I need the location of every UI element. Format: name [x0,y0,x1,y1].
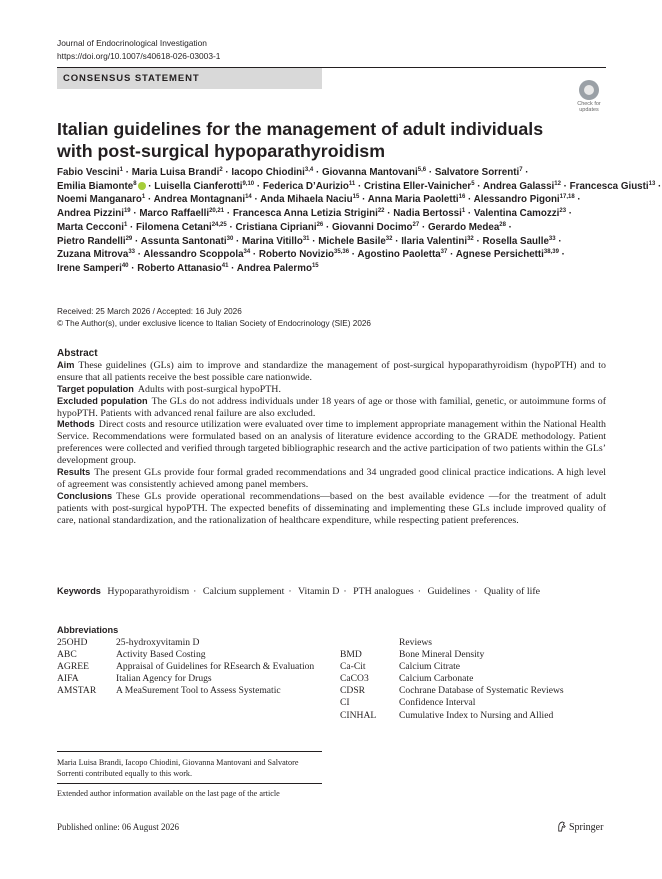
author-name: Marco Raffaelli [139,208,210,220]
keywords-label: Keywords [57,586,101,596]
author-name: Federica D’Aurizio [262,180,349,192]
author-affiliation: 5,6 [417,167,427,173]
author-affiliation: 13 [648,180,656,187]
author-name: Cristina Eller-Vainicher [363,180,472,192]
section-text: Direct costs and resource utilization were evaluated over time to implement appropriate management within the National Health Service. Recommendations were formulated based on an analysis of literature evidence according to the GRADE methodology. Patient preferences were collected and verified through targeted bibliographic research and the active participation of two patients within the GLs’ development group. [57,419,606,467]
abbreviation-expansion: Bone Mineral Density [399,649,485,661]
author[interactable] [474,194,575,205]
author-affiliation: 26 [316,221,324,228]
author[interactable] [482,236,555,247]
extended-info-note: Extended author information available on the last page of the article [57,789,280,798]
keyword-separator: · [288,586,292,597]
author-name: Marta Cecconi [57,221,124,233]
section-label: Results [57,467,91,478]
abbreviation-row [57,685,316,697]
section-text: These guidelines (GLs) aim to improve and standardize the management of post-surgical hypoparathyroidism (hypoPTH) and to ensure that all patients receive the best possible care nationwide. [57,359,606,383]
keyword: PTH analogues [353,586,414,597]
abbreviation: AGREE [57,661,89,673]
abstract-aim [57,360,606,384]
abbreviation: 25OHD [57,637,88,648]
author-name: Gerardo Medea [427,221,500,233]
keyword: Quality of life [484,586,540,597]
abbreviation [340,637,399,649]
author[interactable] [474,208,566,219]
keyword-separator: · [343,586,347,597]
author-affiliation: 41 [221,262,229,269]
author[interactable] [233,208,385,219]
author[interactable] [57,167,123,178]
abbreviation-row [340,673,609,685]
journal-name: Journal of Endocrinological Investigation [57,38,207,48]
author-affiliation: 1 [461,208,466,215]
author[interactable] [322,167,426,178]
author[interactable] [154,194,252,205]
abbreviation: CDSR [340,685,366,697]
author-affiliation: 14 [245,194,252,201]
author-affiliation: 1 [119,167,123,173]
author[interactable] [57,263,129,274]
article-dates [57,306,371,330]
author-name: Andrea Galassi [482,180,555,192]
springer-horse-icon [556,821,567,832]
author[interactable] [357,249,447,260]
abbreviation-row [57,661,316,673]
author-affiliation: 30 [226,235,234,242]
author-affiliation: 11 [348,180,356,187]
author-line: Zuzana Mitrova$^{33}$ · Alessandro Scoppola$^{34}$ · Roberto Novizio$^{35,36}$ · Agostino Paoletta$^{37}$ · Agnese Persichetti$^{38,39}$ · [57,249,565,261]
author-affiliation: 37 [440,249,448,256]
abbreviation-expansion: Calcium Citrate [399,661,461,673]
abbreviations-right-column [340,637,609,722]
author-name: Maria Luisa Brandi [131,167,220,178]
author-name: Roberto Attanasio [137,262,222,274]
author-name: Giovanni Docimo [331,221,413,233]
abbreviation-continuation: Reviews [399,637,433,648]
doi-link[interactable]: https://doi.org/10.1007/s40618-026-03003-1 [57,50,221,61]
abbreviation-expansion: Cumulative Index to Nursing and Allied [399,709,554,721]
author-name: Alessandro Scoppola [143,249,244,261]
author[interactable] [57,236,132,247]
abstract-heading: Abstract [57,348,98,359]
keywords [57,585,606,598]
abbreviation: AIFA [57,673,79,685]
author-line: Irene Samperi$^{40}$ · Roberto Attanasio$^{41}$ · Andrea Palermo$^{15}$ [57,262,319,274]
keyword-separator: · [193,586,197,597]
abbreviation: CaCO3 [340,673,369,685]
author-affiliation: 38,39 [543,249,559,256]
publisher-logo [556,821,603,833]
abbreviation-row [57,649,316,661]
author-name: Anda Mihaela Naciu [260,194,353,206]
abstract-excluded-population [57,396,606,420]
author-line: Pietro Randelli$^{29}$ · Assunta Santonati$^{30}$ · Marina Vitillo$^{31}$ · Michele Basile$^{32}$ · Ilaria Valentini$^{32}$ · Rosella Saulle$^{33}$ · [57,235,562,247]
abbreviation-row [340,649,609,661]
article-type: CONSENSUS STATEMENT [63,73,200,84]
equal-contribution-note: Maria Luisa Brandi, Iacopo Chiodini, Giovanna Mantovani and Salvatore Sorrenti contributed equally to this work. [57,758,299,778]
author[interactable] [428,222,506,233]
author-affiliation: 33 [128,249,135,256]
author[interactable] [154,181,254,192]
received-accepted: Received: 25 March 2026 / Accepted: 16 July 2026 [57,307,242,316]
author-affiliation: 22 [377,208,385,215]
publisher-name: Springer [569,822,604,833]
author-line: Fabio Vescini$^1$ · Maria Luisa Brandi$^2$ · Iacopo Chiodini$^{3,4}$ · Giovanna Mantovani$^{5,6}$ · Salvatore Sorrenti$^7$ · [57,167,529,178]
keyword-separator: · [417,586,422,597]
abbreviations-heading: Abbreviations [57,625,119,635]
author[interactable] [235,222,323,233]
check-updates-icon [579,80,599,100]
keyword: Guidelines [427,586,471,597]
author[interactable] [483,181,561,192]
author-name: Alessandro Pigoni [473,194,560,206]
author-affiliation: 31 [302,235,310,242]
section-label: Target population [57,383,134,394]
author[interactable] [368,194,466,205]
author[interactable] [57,181,146,192]
author-affiliation: 23 [559,208,567,215]
abbreviation-expansion: Calcium Carbonate [399,673,474,685]
author-name: Francesca Giusti [569,180,649,192]
author-name: Luisella Cianferotti [154,180,243,192]
abstract-conclusions [57,491,606,527]
author-name: Ilaria Valentini [401,235,468,247]
author-affiliation: 5 [471,180,475,187]
author[interactable] [231,167,313,178]
author[interactable] [57,222,127,233]
author[interactable] [332,222,419,233]
author-name: Giovanna Mantovani [321,167,418,178]
author-line: Andrea Pizzini$^{19}$ · Marco Raffaelli$^{20,21}$ · Francesca Anna Letizia Strigini$^{22}$ · Nadia Bertossi$^1$ · Valentina Camozzi$^{23}$ · [57,208,573,220]
footnote-rule [57,751,322,752]
author[interactable] [237,263,319,274]
author-name: Fabio Vescini [57,167,120,178]
author[interactable] [141,236,234,247]
abbreviation: BMD [340,649,362,661]
abbreviation-expansion: 25-hydroxyvitamin D [116,637,200,648]
author-name: Pietro Randelli [57,235,126,247]
author-affiliation: 29 [125,235,133,242]
abstract-methods [57,419,606,467]
author-affiliation: 40 [121,262,129,269]
section-text: These GLs provide operational recommendations—based on the best available evidence —for the treatment of adult patients with post-surgical hypoPTH. The expected benefits of disseminating and implementing these GLs include improved quality of care, national standardization, and the rationalization of healthcare expenditure, while respecting patient preferences. [57,490,606,526]
abbreviation: CI [340,697,350,709]
section-label: Conclusions [57,490,113,501]
author-line: Noemi Manganaro$^1$ · Andrea Montagnani$^{14}$ · Anda Mihaela Naciu$^{15}$ · Anna Maria Paoletti$^{16}$ · Alessandro Pigoni$^{17,18}$ · [57,194,581,206]
keyword: Hypoparathyroidism [107,586,190,597]
author-name: Anna Maria Paoletti [367,194,459,206]
abbreviation-row [57,637,316,649]
author[interactable] [318,236,392,247]
author-affiliation: 1 [123,221,128,228]
author-affiliation: 7 [519,167,523,173]
author-name: Francesca Anna Letizia Strigini [232,208,378,220]
keyword: Calcium supplement [202,586,285,597]
author-name: Salvatore Sorrenti [434,167,520,178]
author-affiliation: 33 [548,235,556,242]
abbreviations-left-column [57,637,316,697]
abstract-results [57,467,606,491]
author-affiliation: 27 [412,221,420,228]
author[interactable] [132,167,223,178]
abbreviation-expansion: Activity Based Costing [116,649,206,661]
keyword: Vitamin D [297,586,340,597]
author[interactable] [57,249,135,260]
article-title: Italian guidelines for the management of adult individuals with post-surgical hypoparathyroidism [57,119,544,161]
section-label: Excluded population [57,395,148,406]
author[interactable] [137,263,228,274]
copyright: © The Author(s), under exclusive licence to Italian Society of Endocrinology (SIE) 2026 [57,319,371,328]
author-name: Michele Basile [318,235,386,247]
author-affiliation: 17,18 [559,194,575,201]
journal-header [57,37,220,62]
check-for-updates-badge[interactable] [574,80,604,114]
author-name: Andrea Pizzini [57,208,124,220]
author-name: Assunta Santonati [140,235,227,247]
author[interactable] [259,249,349,260]
published-date: Published online: 06 August 2026 [57,822,180,832]
author-line: Marta Cecconi$^1$ · Filomena Cetani$^{24,25}$ · Cristiana Cipriani$^{26}$ · Giovanni Docimo$^{27}$ · Gerardo Medea$^{28}$ · [57,221,512,233]
author-affiliation: 16 [458,194,466,201]
author-affiliation: 8 [133,180,137,187]
abbreviation: CINHAL [340,709,377,721]
author-name: Andrea Palermo [236,262,312,274]
abbreviation-row [340,710,609,722]
keyword-separator: · [474,586,478,597]
abbreviation-row [340,661,609,673]
author[interactable] [570,181,656,192]
abstract-target-population [57,384,606,396]
author-affiliation: 1 [141,194,146,201]
author[interactable] [401,236,474,247]
author-name: Zuzana Mitrova [57,249,129,261]
abbreviation: Ca-Cit [340,661,366,673]
abbreviation-expansion: A MeaSurement Tool to Assess Systematic [116,685,281,697]
author-name: Filomena Cetani [136,221,212,233]
author-affiliation: 32 [467,235,474,242]
author-name: Agnese Persichetti [455,249,544,261]
author-affiliation: 20,21 [209,208,225,215]
abbreviation-row [340,637,609,649]
author-affiliation: 28 [499,221,506,228]
author-affiliation: 3,4 [304,167,314,173]
author-name: Rosella Saulle [482,235,549,247]
author[interactable] [435,167,523,178]
author-list [57,166,662,276]
author[interactable] [57,208,131,219]
abbreviation-expansion: Appraisal of Guidelines for REsearch & Evaluation [116,661,315,673]
author-name: Noemi Manganaro [57,194,142,206]
abbreviation-row [340,697,609,709]
author[interactable] [242,236,309,247]
author[interactable] [364,181,475,192]
author-name: Emilia Biamonte [57,180,134,192]
author-affiliation: 15 [311,262,319,269]
author-affiliation: 24,25 [211,221,227,228]
author-name: Irene Samperi [57,262,122,274]
author-name: Andrea Montagnani [153,194,246,206]
author-name: Nadia Bertossi [393,208,462,220]
author[interactable] [263,181,355,192]
author[interactable] [260,194,359,205]
abbreviation-row [340,685,609,697]
author[interactable] [456,249,559,260]
article-type-banner [57,68,322,89]
abstract [57,348,606,527]
author-affiliation: 12 [554,180,561,187]
abbreviation-expansion: Confidence Interval [399,697,476,709]
author-name: Roberto Novizio [258,249,335,261]
abbreviation: ABC [57,649,77,661]
section-label: Aim [57,359,75,370]
author-name: Marina Vitillo [242,235,303,247]
author[interactable] [143,249,250,260]
author-affiliation: 2 [219,167,223,173]
author-name: Cristiana Cipriani [235,221,317,233]
abbreviation-expansion: Italian Agency for Drugs [116,673,212,685]
orcid-icon[interactable] [138,182,146,190]
author[interactable] [139,208,224,219]
author-affiliation: 15 [352,194,360,201]
author-affiliation: 9,10 [242,180,255,187]
check-updates-label: Check for updates [577,101,601,113]
author-affiliation: 34 [243,249,251,256]
section-text: The GLs do not address individuals under 18 years of age or those with familial, genetic, or autoimmune forms of hypoPTH. Patients with advanced renal failure are also excluded. [57,395,606,419]
abbreviation-expansion: Cochrane Database of Systematic Reviews [399,685,564,697]
author-affiliation: 19 [123,208,131,215]
author[interactable] [136,222,227,233]
abbreviation: AMSTAR [57,685,97,697]
section-label: Methods [57,419,95,430]
author-line: Emilia Biamonte$^8$ · Luisella Cianferotti$^{9,10}$ · Federica D’Aurizio$^{11}$ · Cristina Eller-Vainicher$^5$ · Andrea Galassi$^{12}$ · Francesca Giusti$^{13}$ · [57,180,662,192]
section-text: Adults with post-surgical hypoPTH. [137,383,281,395]
author-affiliation: 35,36 [334,249,350,256]
abbreviation-row [57,673,316,685]
footnote-rule [57,783,322,784]
author[interactable] [393,208,465,219]
author-affiliation: 32 [385,235,393,242]
author[interactable] [57,194,145,205]
author-name: Valentina Camozzi [473,208,560,220]
section-text: The present GLs provide four formal graded recommendations and 34 ungraded good clinical practice indications. A high level of agreement was consistently achieved among panel members. [57,467,606,490]
author-name: Iacopo Chiodini [231,167,305,178]
author-name: Agostino Paoletta [357,249,441,261]
